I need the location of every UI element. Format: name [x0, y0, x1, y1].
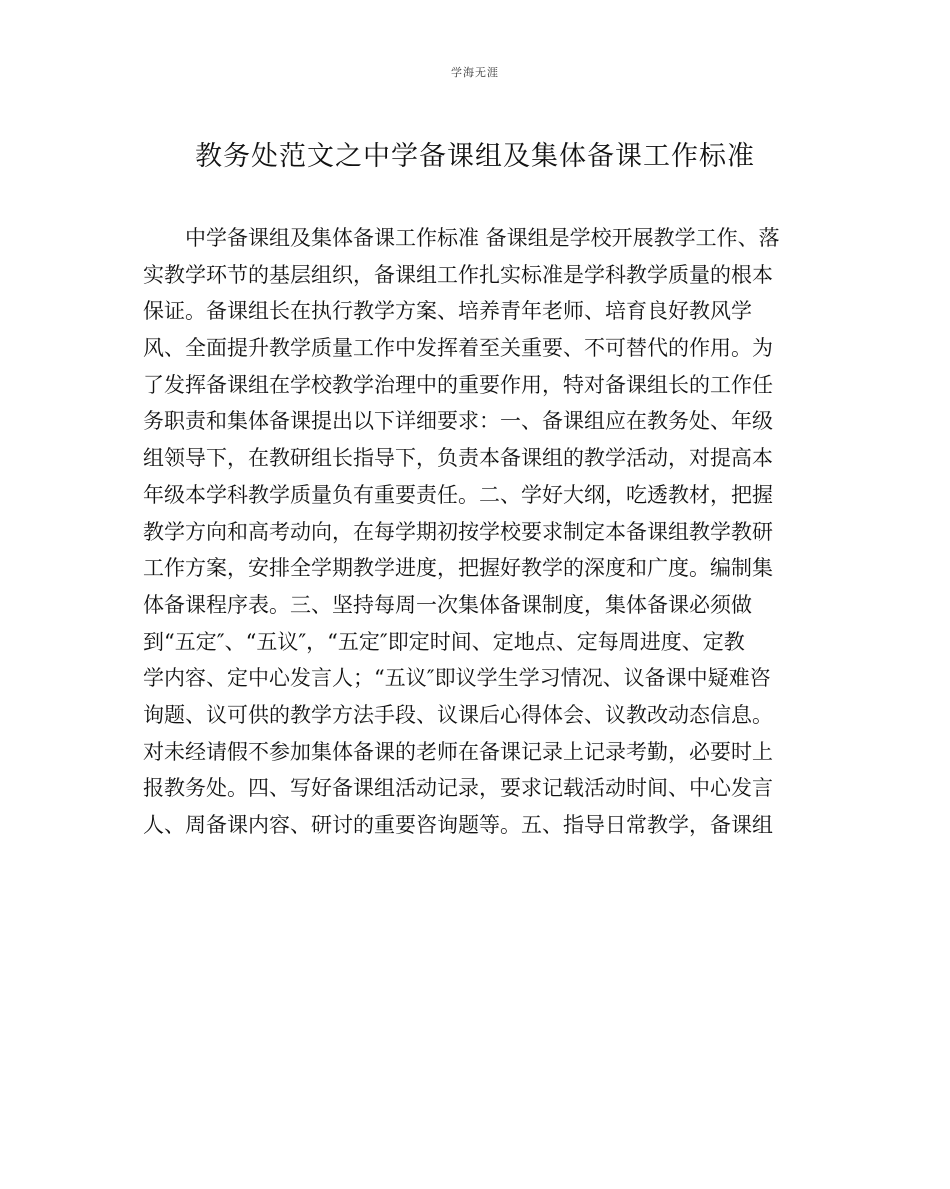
paragraph-line: 中学备课组及集体备课工作标准 备课组是学校开展教学工作、落	[185, 226, 780, 250]
paragraph-line: 对未经请假不参加集体备课的老师在备课记录上记录考勤，必要时上	[143, 739, 773, 764]
paragraph-line: 人、周备课内容、研讨的重要咨询题等。五、指导日常教学，备课组	[143, 813, 773, 837]
paragraph-line: 实教学环节的基层组织，备课组工作扎实标准是学科教学质量的根本	[143, 262, 773, 287]
paragraph-line: 风、全面提升教学质量工作中发挥着至关重要、不可替代的作用。为	[143, 336, 773, 361]
paragraph-line: 报教务处。四、写好备课组活动记录，要求记载活动时间、中心发言	[143, 776, 773, 801]
paragraph-line: 询题、议可供的教学方法手段、议课后心得体会、议教改动态信息。	[143, 702, 773, 727]
paragraph-line: 学内容、定中心发言人；“五议″即议学生学习情况、议备课中疑难咨	[143, 666, 771, 691]
paragraph-line: 教学方向和高考动向，在每学期初按学校要求制定本备课组教学教研	[143, 519, 773, 544]
paragraph-line: 保证。备课组长在执行教学方案、培养青年老师、培育良好教风学	[143, 299, 752, 324]
paragraph-line: 了发挥备课组在学校教学治理中的重要作用，特对备课组长的工作任	[143, 372, 773, 397]
paragraph-line: 务职责和集体备课提出以下详细要求：一、备课组应在教务处、年级	[143, 409, 773, 434]
paragraph-line: 组领导下，在教研组长指导下，负责本备课组的教学活动，对提高本	[143, 446, 773, 471]
paragraph-line: 工作方案，安排全学期教学进度，把握好教学的深度和广度。编制集	[143, 556, 773, 581]
paragraph-line: 体备课程序表。三、坚持每周一次集体备课制度，集体备课必须做	[143, 592, 752, 617]
document-body	[143, 220, 813, 844]
page-header: 学海无涯	[451, 66, 499, 79]
document-title: 教务处范文之中学备课组及集体备课工作标准	[195, 141, 755, 172]
paragraph-line: 年级本学科教学质量负有重要责任。二、学好大纲，吃透教材，把握	[143, 482, 773, 507]
paragraph-line: 到“五定″、“五议″，“五定″即定时间、定地点、定每周进度、定教	[143, 629, 745, 654]
